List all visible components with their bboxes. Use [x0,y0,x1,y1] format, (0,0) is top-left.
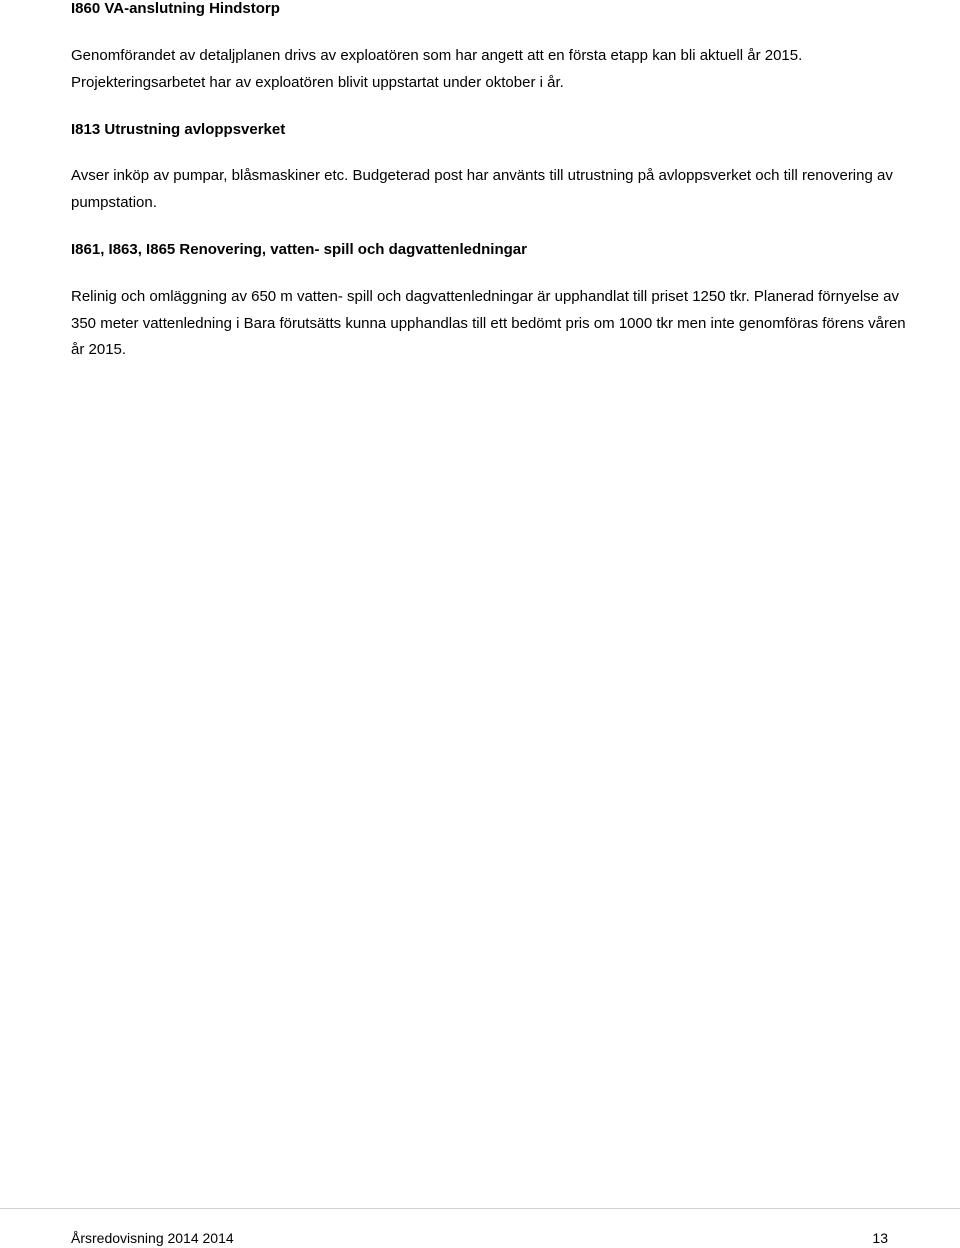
section-body-i813: Avser inköp av pumpar, blåsmaskiner etc. Budgeterad post har använts till utrustning på avloppsverket och till renovering av pumpstation. [71,167,893,211]
section-body-i861-i863-i865: Relinig och omläggning av 650 m vatten- spill och dagvattenledningar är upphandlat till priset 1250 tkr. Planerad förnyelse av 350 meter vattenledning i Bara förutsätts kunna upphandlas till ett bedömt pris om 1000 tkr men inte genomföras förens våren år 2015. [71,288,906,358]
section-heading-i813: I813 Utrustning avloppsverket [71,121,286,138]
section-heading-i860: I860 VA-anslutning Hindstorp [71,0,280,17]
footer-page-number: 13 [872,1230,888,1246]
footer-divider [0,1208,960,1209]
footer-document-title: Årsredovisning 2014 2014 [71,1230,234,1246]
section-body-i860: Genomförandet av detaljplanen drivs av exploatören som har angett att en första etapp kan bli aktuell år 2015. Projekteringsarbetet har av exploatören blivit uppstartat under oktober i år. [71,47,803,91]
section-heading-i861-i863-i865: I861, I863, I865 Renovering, vatten- spill och dagvattenledningar [71,241,527,258]
